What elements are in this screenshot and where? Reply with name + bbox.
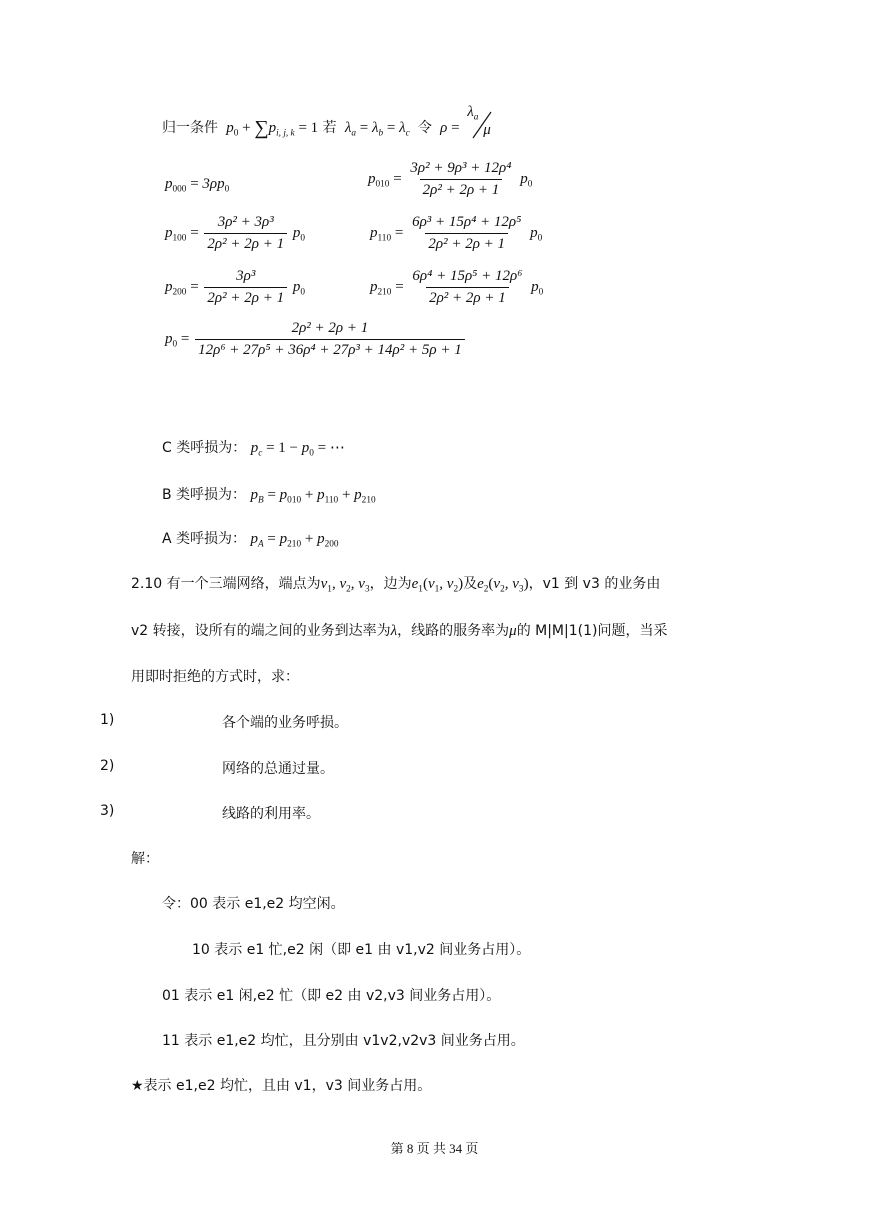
if-word: 若: [322, 120, 337, 136]
p200-numerator: 3ρ³: [236, 268, 256, 284]
item-2-text: 网络的总通过量。: [222, 761, 334, 777]
p0-denominator: 12ρ⁶ + 27ρ⁵ + 36ρ⁴ + 27ρ³ + 14ρ² + 5ρ + 1: [195, 339, 465, 359]
problem-line-1: 2.10 有一个三端网络，端点为$v_1$, $v_2$, $v_3$，边为$e_1(v_1$, $v_2$)及$e_2(v_2$, $v_3$)，v1 到 v3 的业务由: [131, 576, 661, 595]
p100-denominator: 2ρ² + 2ρ + 1: [204, 233, 287, 253]
loss-a-line: [162, 528, 339, 549]
loss-b-equation: $p_B = p_{010} + p_{110} + p_{210}$: [250, 487, 376, 506]
lambda-equality: $\lambda_a = \lambda_b = \lambda_c$: [341, 120, 410, 139]
slash-fraction: $\lambda_a$ μ: [463, 110, 497, 140]
slash-line: [463, 110, 497, 140]
eq-p200: $p_{200}$ = $\frac{\text{3ρ³}}{\text{2ρ² + 2ρ + 1}}$ $p_0$: [165, 268, 305, 307]
solution-line-1: 令：00 表示 e1,e2 均空闲。: [162, 896, 345, 912]
loss-c-equation: $p_c = 1 - p_0$ = ⋯: [250, 440, 345, 459]
p100-numerator: 3ρ² + 3ρ³: [217, 214, 274, 230]
item-1-text: 各个端的业务呼损。: [222, 715, 348, 731]
item-3-number: 3): [100, 803, 115, 819]
loss-a-label: A 类呼损为：: [162, 531, 247, 547]
loss-b-line: [162, 484, 376, 505]
normalization-line: [162, 104, 497, 140]
solution-label: 解：: [131, 851, 159, 867]
problem-line-2: v2 转接，设所有的端之间的业务到达率为λ，线路的服务率为μ的 M|M|1(1)问题，当采: [131, 623, 668, 639]
item-3-text: 线路的利用率。: [222, 806, 320, 822]
eq-p100: $p_{100}$ = $\frac{\text{3ρ² + 3ρ³}}{\text{2ρ² + 2ρ + 1}}$ $p_0$: [165, 214, 305, 253]
eq-p110: $p_{110}$ = $\frac{\text{6ρ³ + 15ρ⁴ + 12ρ⁵}}{\text{2ρ² + 2ρ + 1}}$ $p_0$: [370, 214, 543, 253]
p200-denominator: 2ρ² + 2ρ + 1: [204, 287, 287, 307]
eq-p000: $p_{000} = 3\rho p_0$: [165, 176, 230, 195]
mu-symbol: μ: [509, 623, 517, 639]
item-1-number: 1): [100, 712, 115, 728]
loss-b-label: B 类呼损为：: [162, 487, 247, 503]
solution-line-2: 10 表示 e1 忙,e2 闲（即 e1 由 v1,v2 间业务占用）。: [192, 942, 531, 958]
loss-c-label: C 类呼损为：: [162, 440, 247, 456]
p0-numerator: 2ρ² + 2ρ + 1: [291, 320, 369, 336]
loss-a-equation: $p_A = p_{210} + p_{200}$: [250, 531, 339, 550]
item-2-number: 2): [100, 758, 115, 774]
solution-line-5: ★表示 e1,e2 均忙，且由 v1，v3 间业务占用。: [131, 1078, 432, 1094]
vertices-math: $v_1$, $v_2$, $v_3$: [320, 576, 370, 595]
p210-numerator: 6ρ⁴ + 15ρ⁵ + 12ρ⁶: [412, 268, 523, 284]
p010-numerator: 3ρ² + 9ρ³ + 12ρ⁴: [410, 160, 512, 176]
solution-line-4: 11 表示 e1,e2 均忙，且分别由 v1v2,v2v3 间业务占用。: [162, 1033, 525, 1049]
normalization-label: 归一条件: [162, 120, 218, 136]
let-word: 令: [417, 120, 432, 136]
eq-p0: $p_0$ = $\frac{\text{2ρ² + 2ρ + 1}}{\text{12ρ⁶ + 27ρ⁵ + 36ρ⁴ + 27ρ³ + 14ρ² + 5ρ + 1}}$: [165, 320, 467, 360]
page-footer: 第 8 页 共 34 页: [390, 1141, 479, 1156]
p210-denominator: 2ρ² + 2ρ + 1: [426, 287, 509, 307]
rho-definition: ρ = $\lambda_a$ μ: [436, 120, 497, 136]
p110-denominator: 2ρ² + 2ρ + 1: [425, 233, 508, 253]
solution-line-3: 01 表示 e1 闲,e2 忙（即 e2 由 v2,v3 间业务占用）。: [162, 988, 501, 1004]
lambda-symbol: λ: [390, 623, 398, 639]
edge-e2-math: $e_2(v_2$, $v_3$): [477, 576, 529, 595]
p110-numerator: 6ρ³ + 15ρ⁴ + 12ρ⁵: [412, 214, 522, 230]
loss-c-line: [162, 437, 345, 458]
edge-e1-math: $e_1(v_1$, $v_2$): [411, 576, 464, 595]
p010-denominator: 2ρ² + 2ρ + 1: [420, 179, 503, 199]
problem-line-3: 用即时拒绝的方式时，求：: [131, 669, 299, 685]
normalization-equation: $p_0 + \sum p_{i, j, k} = 1$: [222, 117, 319, 139]
eq-p210: $p_{210}$ = $\frac{\text{6ρ⁴ + 15ρ⁵ + 12ρ⁶}}{\text{2ρ² + 2ρ + 1}}$ $p_0$: [370, 268, 544, 307]
eq-p010: $p_{010}$ = $\frac{\text{3ρ² + 9ρ³ + 12ρ⁴}}{\text{2ρ² + 2ρ + 1}}$ $p_0$: [368, 160, 533, 199]
